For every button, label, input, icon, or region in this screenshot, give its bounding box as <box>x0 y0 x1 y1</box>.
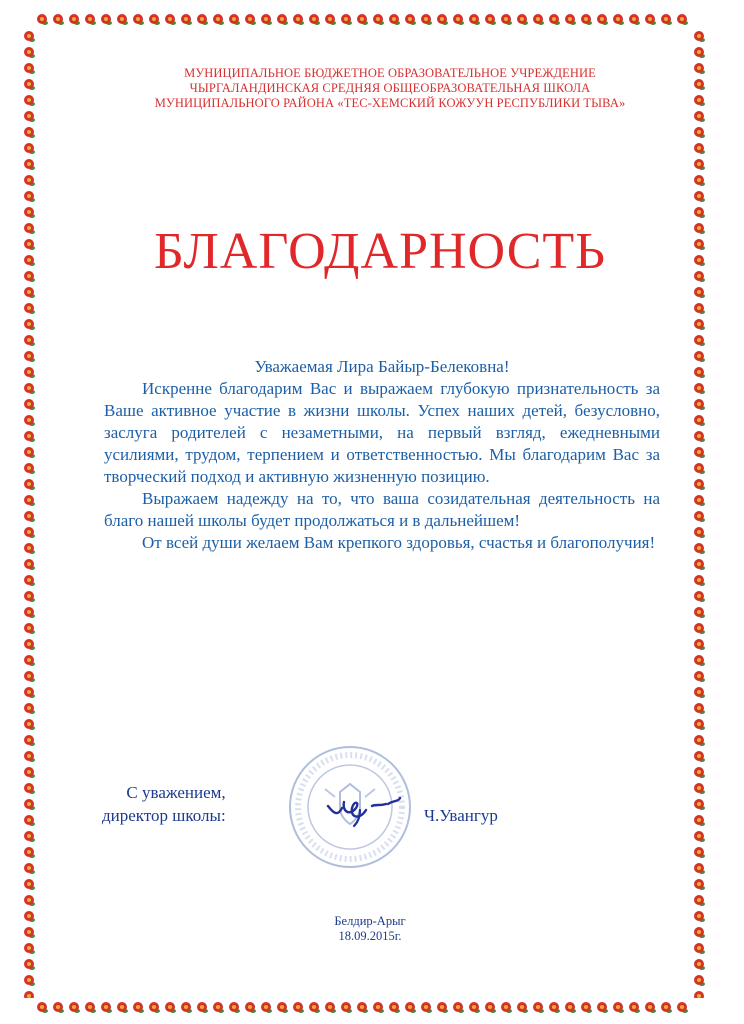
flower-ornament <box>149 1002 160 1013</box>
flower-ornament <box>694 607 705 618</box>
flower-ornament <box>24 143 35 154</box>
flower-ornament <box>597 14 608 25</box>
flower-ornament <box>694 191 705 202</box>
flower-ornament <box>405 14 416 25</box>
document-title: БЛАГОДАРНОСТЬ <box>153 223 607 280</box>
flower-ornament <box>24 703 35 714</box>
flower-ornament <box>694 207 705 218</box>
flower-ornament <box>85 14 96 25</box>
flower-ornament <box>581 1002 592 1013</box>
flower-border-icon <box>34 998 694 1016</box>
flower-ornament <box>694 479 705 490</box>
flower-border-icon <box>34 10 694 28</box>
flower-ornament <box>309 14 320 25</box>
flower-ornament <box>24 767 35 778</box>
flower-ornament <box>694 959 705 970</box>
flower-ornament <box>24 303 35 314</box>
flower-ornament <box>24 111 35 122</box>
flower-ornament <box>309 1002 320 1013</box>
flower-ornament <box>694 415 705 426</box>
flower-ornament <box>694 527 705 538</box>
flower-ornament <box>37 1002 48 1013</box>
flower-ornament <box>694 495 705 506</box>
flower-ornament <box>694 431 705 442</box>
paragraph: Искренне благодарим Вас и выражаем глубокую признательность за Ваше активное участие в жизни школы. Успех наших детей, безусловно, заслуга родителей с незаметными, на первый взгляд, ежедневными усилиями, трудом, терпением и ответственностью. Мы благодарим Вас за творческий подход и активную жизненную позицию. <box>104 379 660 486</box>
flower-ornament <box>565 1002 576 1013</box>
flower-ornament <box>165 14 176 25</box>
flower-ornament <box>485 1002 496 1013</box>
flower-ornament <box>165 1002 176 1013</box>
flower-ornament <box>24 319 35 330</box>
flower-ornament <box>261 14 272 25</box>
flower-ornament <box>24 31 35 42</box>
flower-ornament <box>517 1002 528 1013</box>
flower-ornament <box>24 495 35 506</box>
flower-ornament <box>533 1002 544 1013</box>
flower-ornament <box>694 159 705 170</box>
flower-ornament <box>694 623 705 634</box>
flower-ornament <box>694 575 705 586</box>
flower-ornament <box>117 14 128 25</box>
border-right <box>690 28 708 998</box>
flower-ornament <box>133 14 144 25</box>
flower-ornament <box>24 367 35 378</box>
signer-title: директор школы: <box>102 806 226 825</box>
flower-ornament <box>24 895 35 906</box>
flower-ornament <box>501 14 512 25</box>
flower-ornament <box>133 1002 144 1013</box>
flower-ornament <box>24 255 35 266</box>
flower-ornament <box>694 735 705 746</box>
flower-ornament <box>694 31 705 42</box>
flower-ornament <box>24 911 35 922</box>
flower-ornament <box>629 14 640 25</box>
flower-ornament <box>24 47 35 58</box>
flower-ornament <box>694 847 705 858</box>
flower-ornament <box>694 895 705 906</box>
flower-ornament <box>694 47 705 58</box>
flower-ornament <box>694 671 705 682</box>
flower-ornament <box>469 14 480 25</box>
flower-ornament <box>453 14 464 25</box>
flower-ornament <box>24 735 35 746</box>
flower-ornament <box>181 1002 192 1013</box>
flower-ornament <box>485 14 496 25</box>
flower-ornament <box>694 399 705 410</box>
flower-ornament <box>293 14 304 25</box>
flower-ornament <box>24 527 35 538</box>
flower-ornament <box>149 14 160 25</box>
flower-ornament <box>645 14 656 25</box>
flower-ornament <box>694 351 705 362</box>
flower-ornament <box>341 14 352 25</box>
flower-ornament <box>24 447 35 458</box>
flower-ornament <box>694 383 705 394</box>
flower-ornament <box>325 14 336 25</box>
flower-ornament <box>694 943 705 954</box>
flower-ornament <box>53 14 64 25</box>
flower-ornament <box>581 14 592 25</box>
flower-ornament <box>694 447 705 458</box>
flower-ornament <box>245 14 256 25</box>
flower-ornament <box>24 271 35 282</box>
flower-ornament <box>694 543 705 554</box>
flower-ornament <box>24 287 35 298</box>
flower-ornament <box>357 1002 368 1013</box>
flower-ornament <box>24 63 35 74</box>
flower-ornament <box>694 463 705 474</box>
flower-ornament <box>24 639 35 650</box>
flower-ornament <box>24 335 35 346</box>
flower-ornament <box>694 719 705 730</box>
flower-ornament <box>694 751 705 762</box>
flower-ornament <box>694 639 705 650</box>
flower-ornament <box>24 975 35 986</box>
flower-ornament <box>694 111 705 122</box>
flower-ornament <box>694 367 705 378</box>
flower-ornament <box>24 783 35 794</box>
flower-ornament <box>421 14 432 25</box>
flower-ornament <box>181 14 192 25</box>
flower-ornament <box>69 1002 80 1013</box>
flower-ornament <box>24 847 35 858</box>
flower-ornament <box>694 127 705 138</box>
flower-ornament <box>645 1002 656 1013</box>
flower-ornament <box>694 287 705 298</box>
flower-ornament <box>213 1002 224 1013</box>
flower-ornament <box>694 303 705 314</box>
flower-ornament <box>597 1002 608 1013</box>
flower-ornament <box>613 14 624 25</box>
flower-ornament <box>694 559 705 570</box>
flower-ornament <box>24 479 35 490</box>
flower-ornament <box>694 767 705 778</box>
signature-block <box>102 781 226 827</box>
flower-ornament <box>24 559 35 570</box>
flower-ornament <box>437 1002 448 1013</box>
flower-ornament <box>245 1002 256 1013</box>
flower-ornament <box>357 14 368 25</box>
flower-ornament <box>341 1002 352 1013</box>
greeting: Уважаемая Лира Байыр-Белековна! <box>254 357 510 376</box>
flower-ornament <box>69 14 80 25</box>
flower-ornament <box>24 927 35 938</box>
flower-ornament <box>694 783 705 794</box>
flower-ornament <box>24 879 35 890</box>
flower-ornament <box>694 319 705 330</box>
flower-ornament <box>24 623 35 634</box>
flower-ornament <box>24 431 35 442</box>
flower-ornament <box>453 1002 464 1013</box>
flower-ornament <box>101 14 112 25</box>
flower-ornament <box>389 14 400 25</box>
flower-ornament <box>117 1002 128 1013</box>
flower-ornament <box>53 1002 64 1013</box>
flower-ornament <box>293 1002 304 1013</box>
flower-ornament <box>373 1002 384 1013</box>
flower-ornament <box>533 14 544 25</box>
closing-line: С уважением, <box>126 783 226 802</box>
flower-ornament <box>694 687 705 698</box>
flower-ornament <box>24 415 35 426</box>
flower-ornament <box>277 14 288 25</box>
flower-ornament <box>24 159 35 170</box>
flower-ornament <box>694 863 705 874</box>
header-line: ЧЫРГАЛАНДИНСКАЯ СРЕДНЯЯ ОБЩЕОБРАЗОВАТЕЛЬНАЯ ШКОЛА <box>189 81 591 95</box>
flower-ornament <box>24 383 35 394</box>
flower-ornament <box>24 175 35 186</box>
flower-ornament <box>549 14 560 25</box>
flower-ornament <box>694 703 705 714</box>
handwritten-signature-icon <box>320 792 430 832</box>
flower-ornament <box>325 1002 336 1013</box>
flower-ornament <box>24 543 35 554</box>
flower-ornament <box>24 191 35 202</box>
border-left <box>20 28 38 998</box>
flower-ornament <box>24 687 35 698</box>
flower-ornament <box>24 95 35 106</box>
flower-ornament <box>694 799 705 810</box>
flower-ornament <box>24 815 35 826</box>
paragraph: От всей души желаем Вам крепкого здоровья, счастья и благополучия! <box>142 533 656 552</box>
flower-ornament <box>24 863 35 874</box>
flower-ornament <box>24 959 35 970</box>
flower-ornament <box>24 607 35 618</box>
flower-ornament <box>469 1002 480 1013</box>
flower-ornament <box>694 511 705 522</box>
flower-ornament <box>213 14 224 25</box>
flower-ornament <box>694 927 705 938</box>
flower-ornament <box>661 14 672 25</box>
flower-ornament <box>24 671 35 682</box>
flower-ornament <box>261 1002 272 1013</box>
flower-ornament <box>37 14 48 25</box>
signer-name: Ч.Увангур <box>424 806 498 825</box>
flower-ornament <box>421 1002 432 1013</box>
flower-ornament <box>694 591 705 602</box>
flower-ornament <box>694 991 705 998</box>
flower-ornament <box>613 1002 624 1013</box>
flower-ornament <box>24 591 35 602</box>
flower-ornament <box>694 143 705 154</box>
flower-ornament <box>694 815 705 826</box>
flower-ornament <box>24 511 35 522</box>
flower-ornament <box>565 14 576 25</box>
place-date <box>300 914 440 944</box>
flower-ornament <box>694 655 705 666</box>
flower-ornament <box>694 911 705 922</box>
flower-ornament <box>501 1002 512 1013</box>
flower-ornament <box>373 14 384 25</box>
place: Белдир-Арыг <box>334 914 406 928</box>
flower-ornament <box>405 1002 416 1013</box>
header-line: МУНИЦИПАЛЬНОГО РАЙОНА «ТЕС-ХЕМСКИЙ КОЖУУН РЕСПУБЛИКИ ТЫВА» <box>154 96 626 110</box>
date: 18.09.2015г. <box>338 929 402 943</box>
flower-ornament <box>197 14 208 25</box>
flower-ornament <box>24 79 35 90</box>
flower-ornament <box>24 799 35 810</box>
flower-ornament <box>101 1002 112 1013</box>
flower-ornament <box>629 1002 640 1013</box>
border-bottom <box>34 998 694 1016</box>
flower-ornament <box>277 1002 288 1013</box>
flower-ornament <box>517 14 528 25</box>
flower-ornament <box>549 1002 560 1013</box>
flower-ornament <box>694 831 705 842</box>
flower-ornament <box>694 335 705 346</box>
flower-ornament <box>24 239 35 250</box>
flower-ornament <box>24 751 35 762</box>
paragraph: Выражаем надежду на то, что ваша созидательная деятельность на благо нашей школы будет продолжаться и в дальнейшем! <box>104 489 660 530</box>
flower-ornament <box>694 975 705 986</box>
flower-ornament <box>85 1002 96 1013</box>
flower-ornament <box>24 351 35 362</box>
flower-ornament <box>229 14 240 25</box>
flower-ornament <box>24 463 35 474</box>
flower-ornament <box>677 1002 688 1013</box>
header-line: МУНИЦИПАЛЬНОЕ БЮДЖЕТНОЕ ОБРАЗОВАТЕЛЬНОЕ УЧРЕЖДЕНИЕ <box>184 66 596 80</box>
flower-ornament <box>24 223 35 234</box>
institution-header <box>80 66 700 111</box>
flower-ornament <box>24 719 35 730</box>
flower-border-icon <box>690 28 708 998</box>
flower-ornament <box>694 879 705 890</box>
flower-ornament <box>694 175 705 186</box>
flower-ornament <box>24 655 35 666</box>
flower-ornament <box>24 943 35 954</box>
flower-ornament <box>437 14 448 25</box>
flower-ornament <box>24 831 35 842</box>
flower-border-icon <box>20 28 38 998</box>
border-top <box>34 10 694 28</box>
flower-ornament <box>24 127 35 138</box>
flower-ornament <box>24 207 35 218</box>
flower-ornament <box>677 14 688 25</box>
flower-ornament <box>24 575 35 586</box>
flower-ornament <box>24 399 35 410</box>
flower-ornament <box>197 1002 208 1013</box>
flower-ornament <box>24 991 35 998</box>
flower-ornament <box>661 1002 672 1013</box>
letter-body <box>104 356 660 554</box>
flower-ornament <box>229 1002 240 1013</box>
flower-ornament <box>389 1002 400 1013</box>
